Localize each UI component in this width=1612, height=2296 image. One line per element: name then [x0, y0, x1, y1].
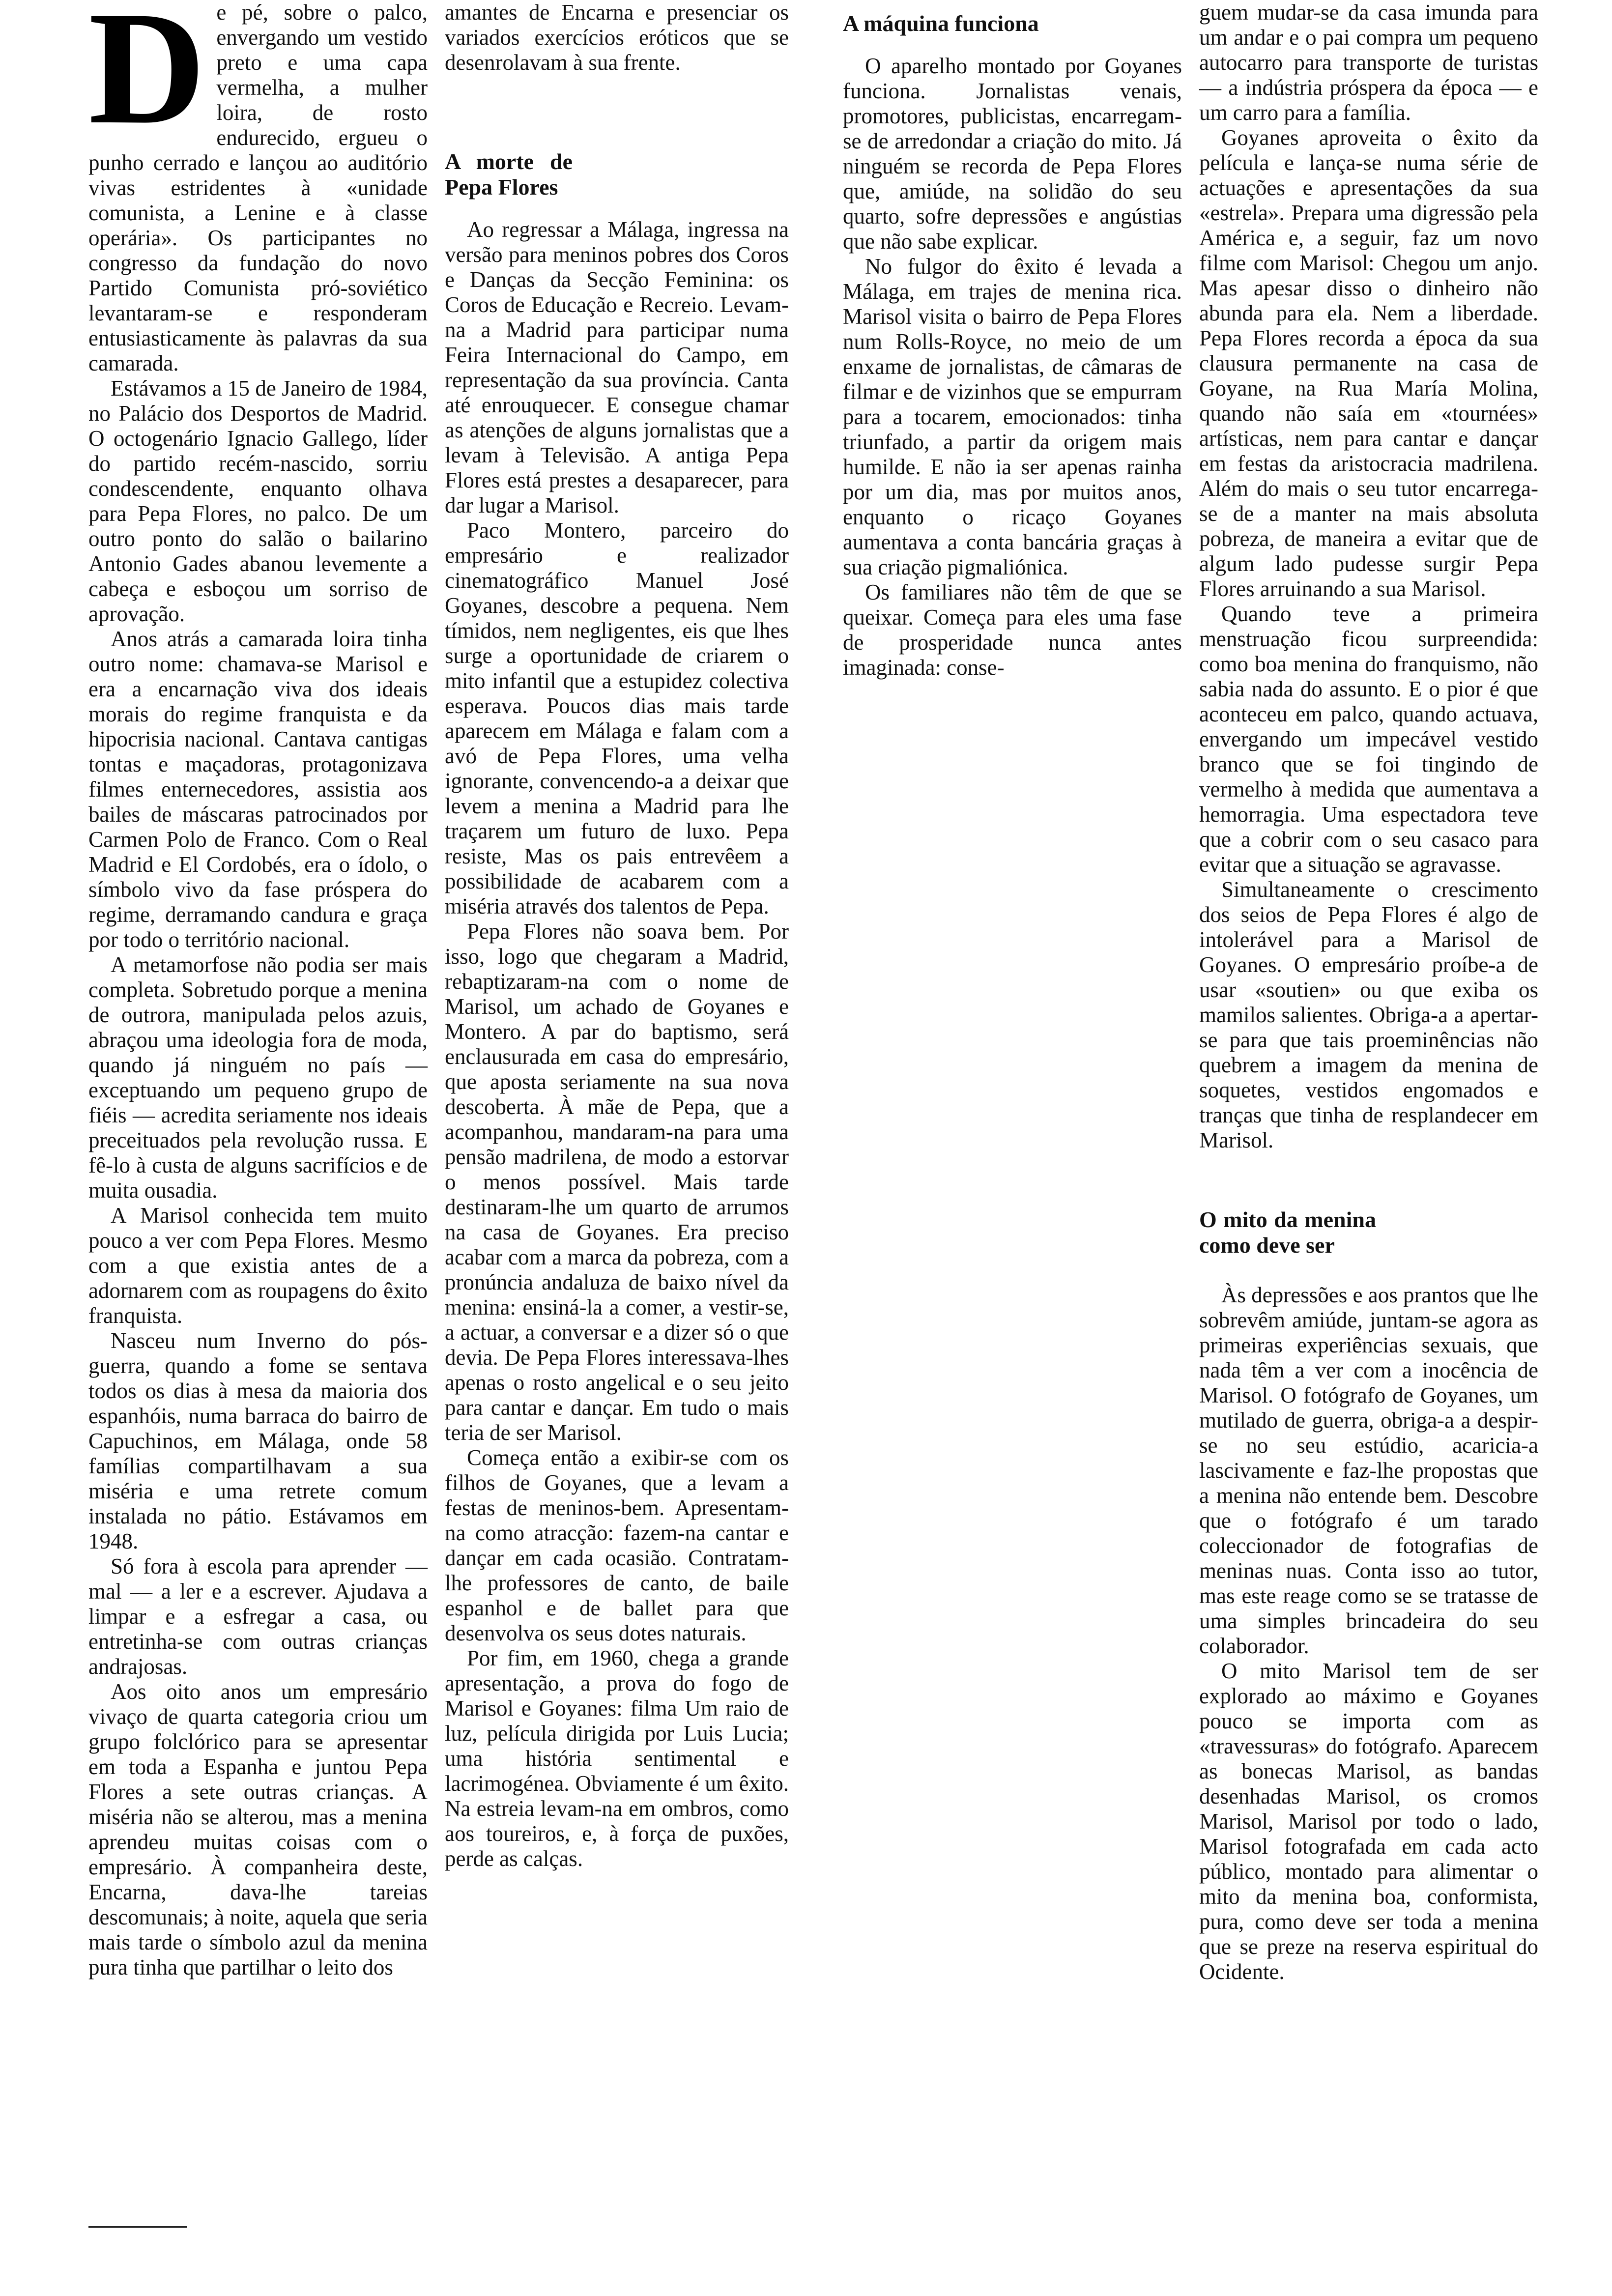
- paragraph: Estávamos a 15 de Janeiro de 1984, no Palácio dos Desportos de Madrid. O octogenário Ignacio Gallego, líder do partido recém-nascido, sorriu condescendente, enquanto olhava para Pepa Flores, no palco. De um outro ponto do salão o bailarino Antonio Gades abanou levemente a cabeça e esboçou um sorriso de aprovação.: [88, 376, 428, 626]
- paragraph: guem mudar-se da casa imunda para um andar e o pai compra um pequeno autocarro para transporte de turistas — a indústria próspera da época — e um carro para a família.: [1199, 0, 1538, 125]
- paragraph: Começa então a exibir-se com os filhos de Goyanes, que a levam a festas de meninos-bem. Apresentam-na como atracção: fazem-na cantar e dançar em cada ocasião. Contratam-lhe professores de canto, de baile espanhol e de ballet para que desenvolva os seus dotes naturais.: [445, 1445, 789, 1645]
- column-3: [843, 0, 1182, 680]
- paragraph: No fulgor do êxito é levada a Málaga, em trajes de menina rica. Marisol visita o bairro de Pepa Flores num Rolls-Royce, no meio de um enxame de jornalistas, de câmaras de filmar e de vizinhos que se empurram para a tocarem, emocionados: tinha triunfado, a partir da origem mais humilde. E não ia ser apenas rainha por um dia, mas por muitos anos, enquanto o ricaço Goyanes aumentava a conta bancária graças à sua criação pigmaliónica.: [843, 254, 1182, 579]
- drop-cap: D: [88, 0, 206, 158]
- paragraph: amantes de Encarna e presenciar os variados exercícios eróticos que se desenrolavam à sua frente.: [445, 0, 789, 75]
- paragraph: O mito Marisol tem de ser explorado ao máximo e Goyanes pouco se importa com as «travessuras» do fotógrafo. Aparecem as bonecas Marisol, as bandas desenhadas Marisol, os cromos Marisol, Marisol por todo o lado, Marisol fotografada em cada acto público, montado para alimentar o mito da menina boa, conformista, pura, como deve ser toda a menina que se preze na reserva espiritual do Ocidente.: [1199, 1659, 1538, 1984]
- paragraph: Anos atrás a camarada loira tinha outro nome: chamava-se Marisol e era a encarnação viva dos ideais morais do regime franquista e da hipocrisia nacional. Cantava cantigas tontas e maçadoras, protagonizava filmes enternecedores, assistia aos bailes de máscaras patrocinados por Carmen Polo de Franco. Com o Real Madrid e El Cordobés, era o ídolo, o símbolo vivo da fase próspera do regime, derramando candura e graça por todo o território nacional.: [88, 627, 428, 952]
- paragraph: Às depressões e aos prantos que lhe sobrevêm amiúde, juntam-se agora as primeiras experiências sexuais, que nada têm a ver com a inocência de Marisol. O fotógrafo de Goyanes, um mutilado de guerra, obriga-a a despir-se no seu estúdio, acaricia-a lascivamente e faz-lhe propostas que a menina não entende bem. Descobre que o fotógrafo é um tarado coleccionador de fotografias de meninas nuas. Conta isso ao tutor, mas este reage como se se tratasse de uma simples brincadeira do seu colaborador.: [1199, 1283, 1538, 1658]
- end-rule: [88, 2226, 187, 2228]
- paragraph: A metamorfose não podia ser mais completa. Sobretudo porque a menina de outrora, manipulada pelos azuis, abraçou uma ideologia fora de moda, quando já ninguém no país — exceptuando um pequeno grupo de fiéis — acredita seriamente nos ideais preceituados pela revolução russa. E fê-lo à custa de alguns sacrifícios e de muita ousadia.: [88, 952, 428, 1203]
- column-4: [1199, 0, 1538, 1984]
- paragraph: Pepa Flores não soava bem. Por isso, logo que chegaram a Madrid, rebaptizaram-na com o nome de Marisol, um achado de Goyanes e Montero. A par do baptismo, será enclausurada em casa do empresário, que aposta seriamente na sua nova descoberta. À mãe de Pepa, que a acompanhou, mandaram-na para uma pensão madrilena, de modo a estorvar o menos possível. Mais tarde destinaram-lhe um quarto de arrumos na casa de Goyanes. Era preciso acabar com a marca da pobreza, com a pronúncia andaluza de baixo nível da menina: ensiná-la a comer, a vestir-se, a actuar, a conversar e a dizer só o que devia. De Pepa Flores interessava-lhes apenas o rosto angelical e o seu jeito para cantar e dançar. Em tudo o mais teria de ser Marisol.: [445, 919, 789, 1445]
- section-heading: O mito da menina como deve ser: [1199, 1207, 1376, 1258]
- paragraph: Simultaneamente o crescimento dos seios de Pepa Flores é algo de intolerável para a Marisol de Goyanes. O empresário proíbe-a de usar «soutien» ou que exiba os mamilos salientes. Obriga-a a apertar-se para que tais proeminências não quebrem a imagem da menina de soquetes, vestidos engomados e tranças que tinha de resplandecer em Marisol.: [1199, 877, 1538, 1152]
- paragraph: Ao regressar a Málaga, ingressa na versão para meninos pobres dos Coros e Danças da Secção Feminina: os Coros de Educação e Recreio. Levam-na a Madrid para participar numa Feira Internacional do Campo, em representação da sua província. Canta até enrouquecer. E consegue chamar as atenções de alguns jornalistas que a levam à Televisão. A antiga Pepa Flores está prestes a desaparecer, para dar lugar a Marisol.: [445, 217, 789, 517]
- opening-paragraph: [88, 0, 428, 376]
- paragraph: Por fim, em 1960, chega a grande apresentação, a prova do fogo de Marisol e Goyanes: filma Um raio de luz, película dirigida por Luis Lucia; uma história sentimental e lacrimogénea. Obviamente é um êxito. Na estreia levam-na em ombros, como aos toureiros, e, à força de puxões, perde as calças.: [445, 1646, 789, 1871]
- paragraph: A Marisol conhecida tem muito pouco a ver com Pepa Flores. Mesmo com a que existia antes de a adornarem com as roupagens do êxito franquista.: [88, 1203, 428, 1328]
- section-heading: A máquina funciona: [843, 11, 1039, 36]
- paragraph: Aos oito anos um empresário vivaço de quarta categoria criou um grupo folclórico para se apresentar em toda a Espanha e juntou Pepa Flores a sete outras crianças. A miséria não se alterou, mas a menina aprendeu muitas coisas com o empresário. À companheira deste, Encarna, dava-lhe tareias descomunais; à noite, aquela que seria mais tarde o símbolo azul da menina pura tinha que partilhar o leito dos: [88, 1679, 428, 1980]
- section-heading: A morte de Pepa Flores: [445, 149, 573, 200]
- paragraph: Nasceu num Inverno do pós-guerra, quando a fome se sentava todos os dias à mesa da maioria dos espanhóis, numa barraca do bairro de Capuchinos, em Málaga, onde 58 famílias compartilhavam a sua miséria e uma retrete comum instalada no pátio. Estávamos em 1948.: [88, 1328, 428, 1553]
- paragraph: Só fora à escola para aprender — mal — a ler e a escrever. Ajudava a limpar e a esfregar a casa, ou entretinha-se com outras crianças andrajosas.: [88, 1554, 428, 1679]
- paragraph: Os familiares não têm de que se queixar. Começa para eles uma fase de prosperidade nunca antes imaginada: conse-: [843, 580, 1182, 680]
- column-2: [445, 0, 789, 1871]
- paragraph: Goyanes aproveita o êxito da película e lança-se numa série de actuações e apresentações da sua «estrela». Prepara uma digressão pela América e, a seguir, faz um novo filme com Marisol: Chegou um anjo. Mas apesar disso o dinheiro não abunda para ela. Nem a liberdade. Pepa Flores recorda a época da sua clausura permanente na casa de Goyane, na Rua María Molina, quando não saía em «tournées» artísticas, nem para cantar e dançar em festas da aristocracia madrilena. Além do mais o seu tutor encarrega-se de a manter na mais absoluta pobreza, de maneira a evitar que de algum lado pudesse surgir Pepa Flores arruinando a sua Marisol.: [1199, 125, 1538, 601]
- column-1: [88, 0, 428, 1980]
- paragraph: Paco Montero, parceiro do empresário e realizador cinematográfico Manuel José Goyanes, descobre a pequena. Nem tímidos, nem negligentes, eis que lhes surge a oportunidade de criarem o mito infantil que a estupidez colectiva esperava. Poucos dias mais tarde aparecem em Málaga e falam com a avó de Pepa Flores, uma velha ignorante, convencendo-a a deixar que levem a menina a Madrid para lhe traçarem um futuro de luxo. Pepa resiste, Mas os pais entrevêem a possibilidade de acabarem com a miséria através dos talentos de Pepa.: [445, 518, 789, 918]
- paragraph-text: e pé, sobre o palco, envergando um vestido preto e uma capa vermelha, a mulher loira, de rosto endurecido, ergueu o punho cerrado e lançou ao auditório vivas estridentes à «unidade comunista, a Lenine e à classe operária». Os participantes no congresso da fundação do novo Partido Comunista pró-soviético levantaram-se e responderam entusiasticamente às palavras da sua camarada.: [88, 0, 428, 375]
- paragraph: O aparelho montado por Goyanes funciona. Jornalistas venais, promotores, publicistas, encarregam-se de arredondar a criação do mito. Já ninguém se recorda de Pepa Flores que, amiúde, na solidão do seu quarto, sofre depressões e angústias que não sabe explicar.: [843, 54, 1182, 254]
- paragraph: Quando teve a primeira menstruação ficou surpreendida: como boa menina do franquismo, não sabia nada do assunto. E o pior é que aconteceu em palco, quando actuava, envergando um impecável vestido branco que se foi tingindo de vermelho à medida que aumentava a hemorragia. Uma espectadora teve que a cobrir com o seu casaco para evitar que a situação se agravasse.: [1199, 602, 1538, 877]
